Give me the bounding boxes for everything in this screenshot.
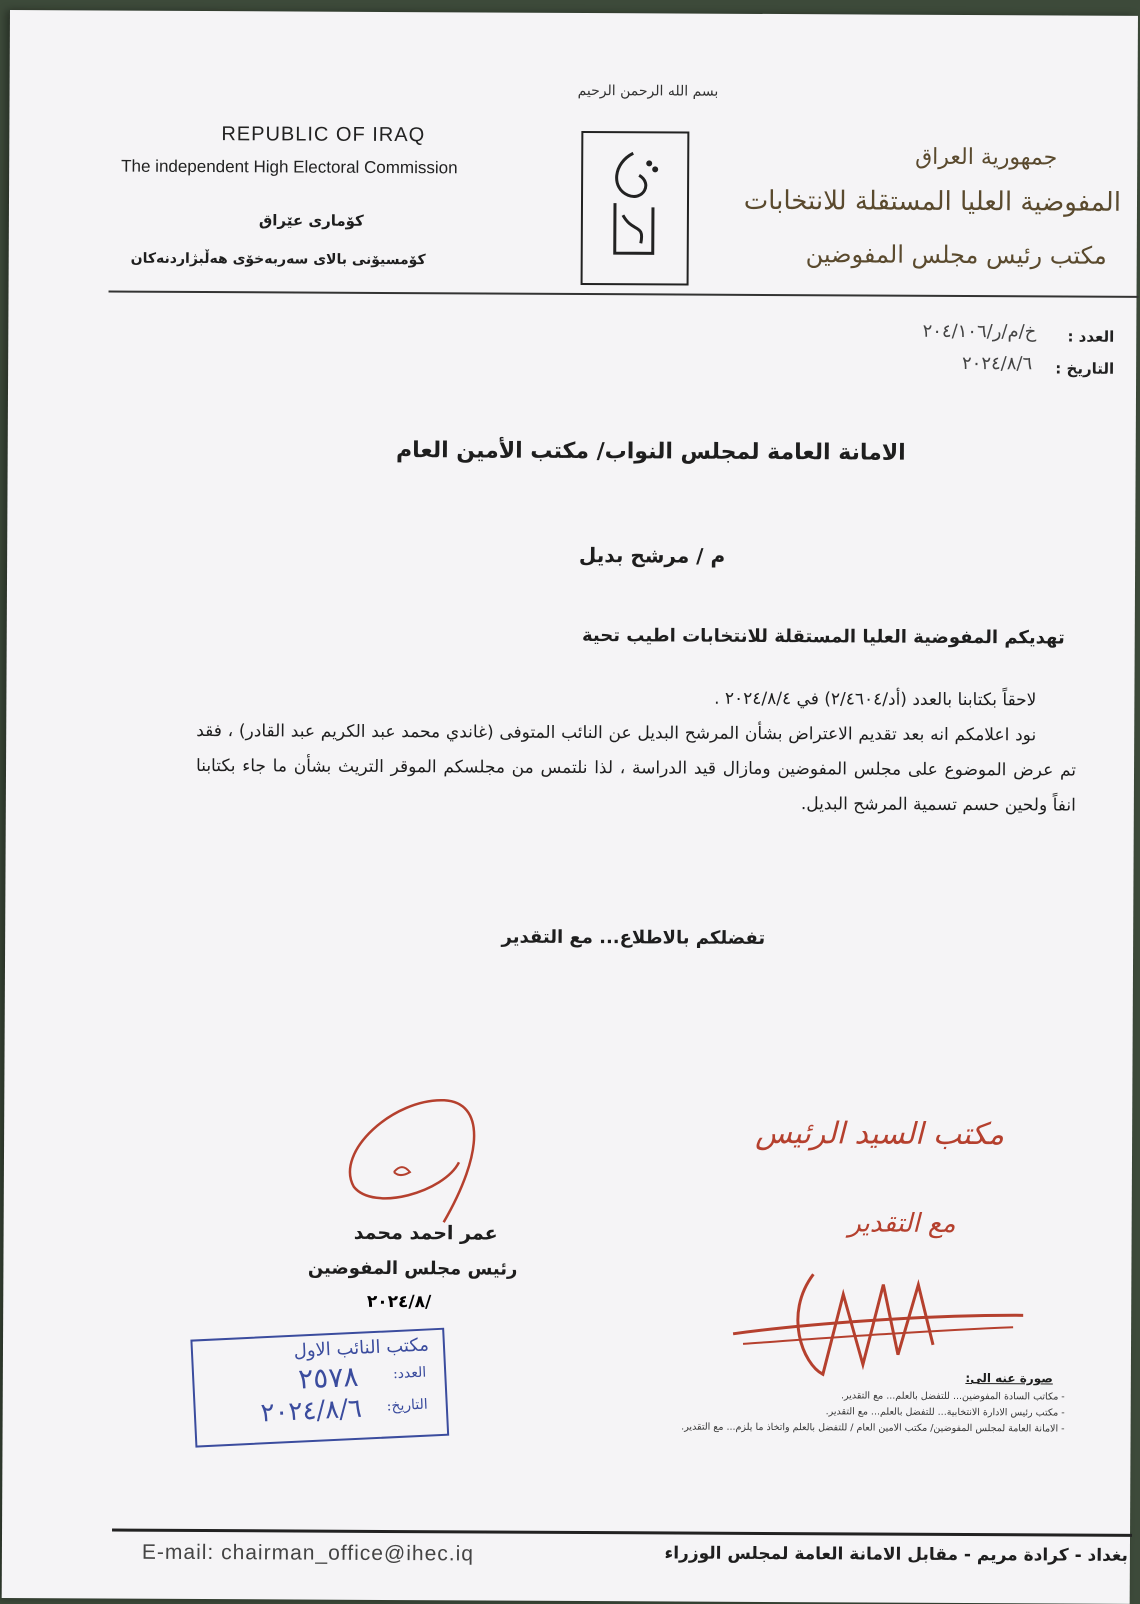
header-divider [109,291,1139,298]
body-paragraph-2: نود اعلامكم انه بعد تقديم الاعتراض بشأن المرشح البديل عن النائب المتوفى (غاندي محمد عبد الكريم عبد القادر) ، فقد تم عرض الموضوع على مجلس المفوضين ومازال قيد الدراسة ، لذا نلتمس من مجلسكم الموقر التريث بشأن ما جاء بكتابنا انفاً ولحين حسم تسمية المرشح البديل. [195,720,1077,816]
body-paragraph-1: لاحقاً بكتابنا بالعدد (أد/٢/٤٦٠٤) في ٢٠٢٤/٨/٤ . [714,688,1037,711]
header-ar-country: جمهورية العراق [915,144,1058,171]
red-signature-scribble [723,1254,1044,1386]
header-ar-commission: المفوضية العليا المستقلة للانتخابات [743,185,1122,218]
signatory-name: عمر احمد محمد [353,1221,498,1245]
footer-divider [112,1529,1132,1537]
number-value: خ/م/ر/٢٠٤/١٠٦ [922,320,1037,343]
recipient-line: الامانة العامة لمجلس النواب/ مكتب الأمين العام [396,438,906,466]
received-stamp [190,1328,449,1448]
copies-list [681,1388,1065,1438]
header-ar-office: مكتب رئيس مجلس المفوضين [805,240,1107,270]
ballot-logo-icon [593,143,674,269]
stamp-date-label: التاريخ: [386,1396,429,1415]
stamp-date-value: ٢٠٢٤/٨/٦ [259,1393,363,1429]
letter-page [2,10,1138,1604]
closing-line: تفضلكم بالاطلاع... مع التقدير [501,926,766,949]
date-label: التاريخ : [1055,359,1115,378]
footer-email: E-mail: chairman_office@ihec.iq [141,1540,475,1566]
bismillah-calligraphy: بسم الله الرحمن الرحيم [577,82,719,100]
stamp-number-value: ٢٥٧٨ [297,1359,360,1396]
copies-item: - مكاتب السادة المفوضين... للتفضل بالعلم... مع التقدير. [840,1390,1065,1403]
signature-date: ٢٠٢٤/٨/ [366,1291,432,1313]
footer-address: بغداد - كرادة مريم - مقابل الامانة العامة لمجلس الوزراء [664,1543,1128,1566]
letter-body [196,679,1077,824]
handwritten-note-1: مكتب السيد الرئيس [755,1115,1005,1153]
copies-item: - الامانة العامة لمجلس المفوضين/ مكتب الامين العام / للتفضل بالعلم واتخاذ ما يلزم... مع التقدير. [681,1421,1065,1435]
handwritten-note-2: مع التقدير [848,1208,956,1239]
stamp-number-label: العدد: [392,1364,427,1383]
header-kurdish-subtitle: كۆمسیۆنى بالاى سەربەخۆى هەڵبژاردنەكان [130,250,426,269]
copies-item: - مكتب رئيس الادارة الانتخابية... للتفضل بالعلم... مع التقدير. [825,1406,1065,1419]
date-value: ٢٠٢٤/٨/٦ [961,352,1033,375]
chairman-signature [334,1092,495,1233]
greeting-line: تهديكم المفوضية العليا المستقلة للانتخابات اطيب تحية [581,625,1065,649]
header-en-title: REPUBLIC OF IRAQ [221,123,426,147]
stamp-office: مكتب النائب الاول [293,1334,430,1362]
header-en-subtitle: The independent High Electoral Commission [121,156,458,178]
header-kurdish-title: كۆمارى عێراق [258,211,364,230]
subject-line: م / مرشح بديل [578,542,726,568]
signatory-title: رئيس مجلس المفوضين [307,1257,518,1280]
number-label: العدد : [1067,327,1115,346]
copies-title: صورة عنه الى: [965,1371,1053,1386]
